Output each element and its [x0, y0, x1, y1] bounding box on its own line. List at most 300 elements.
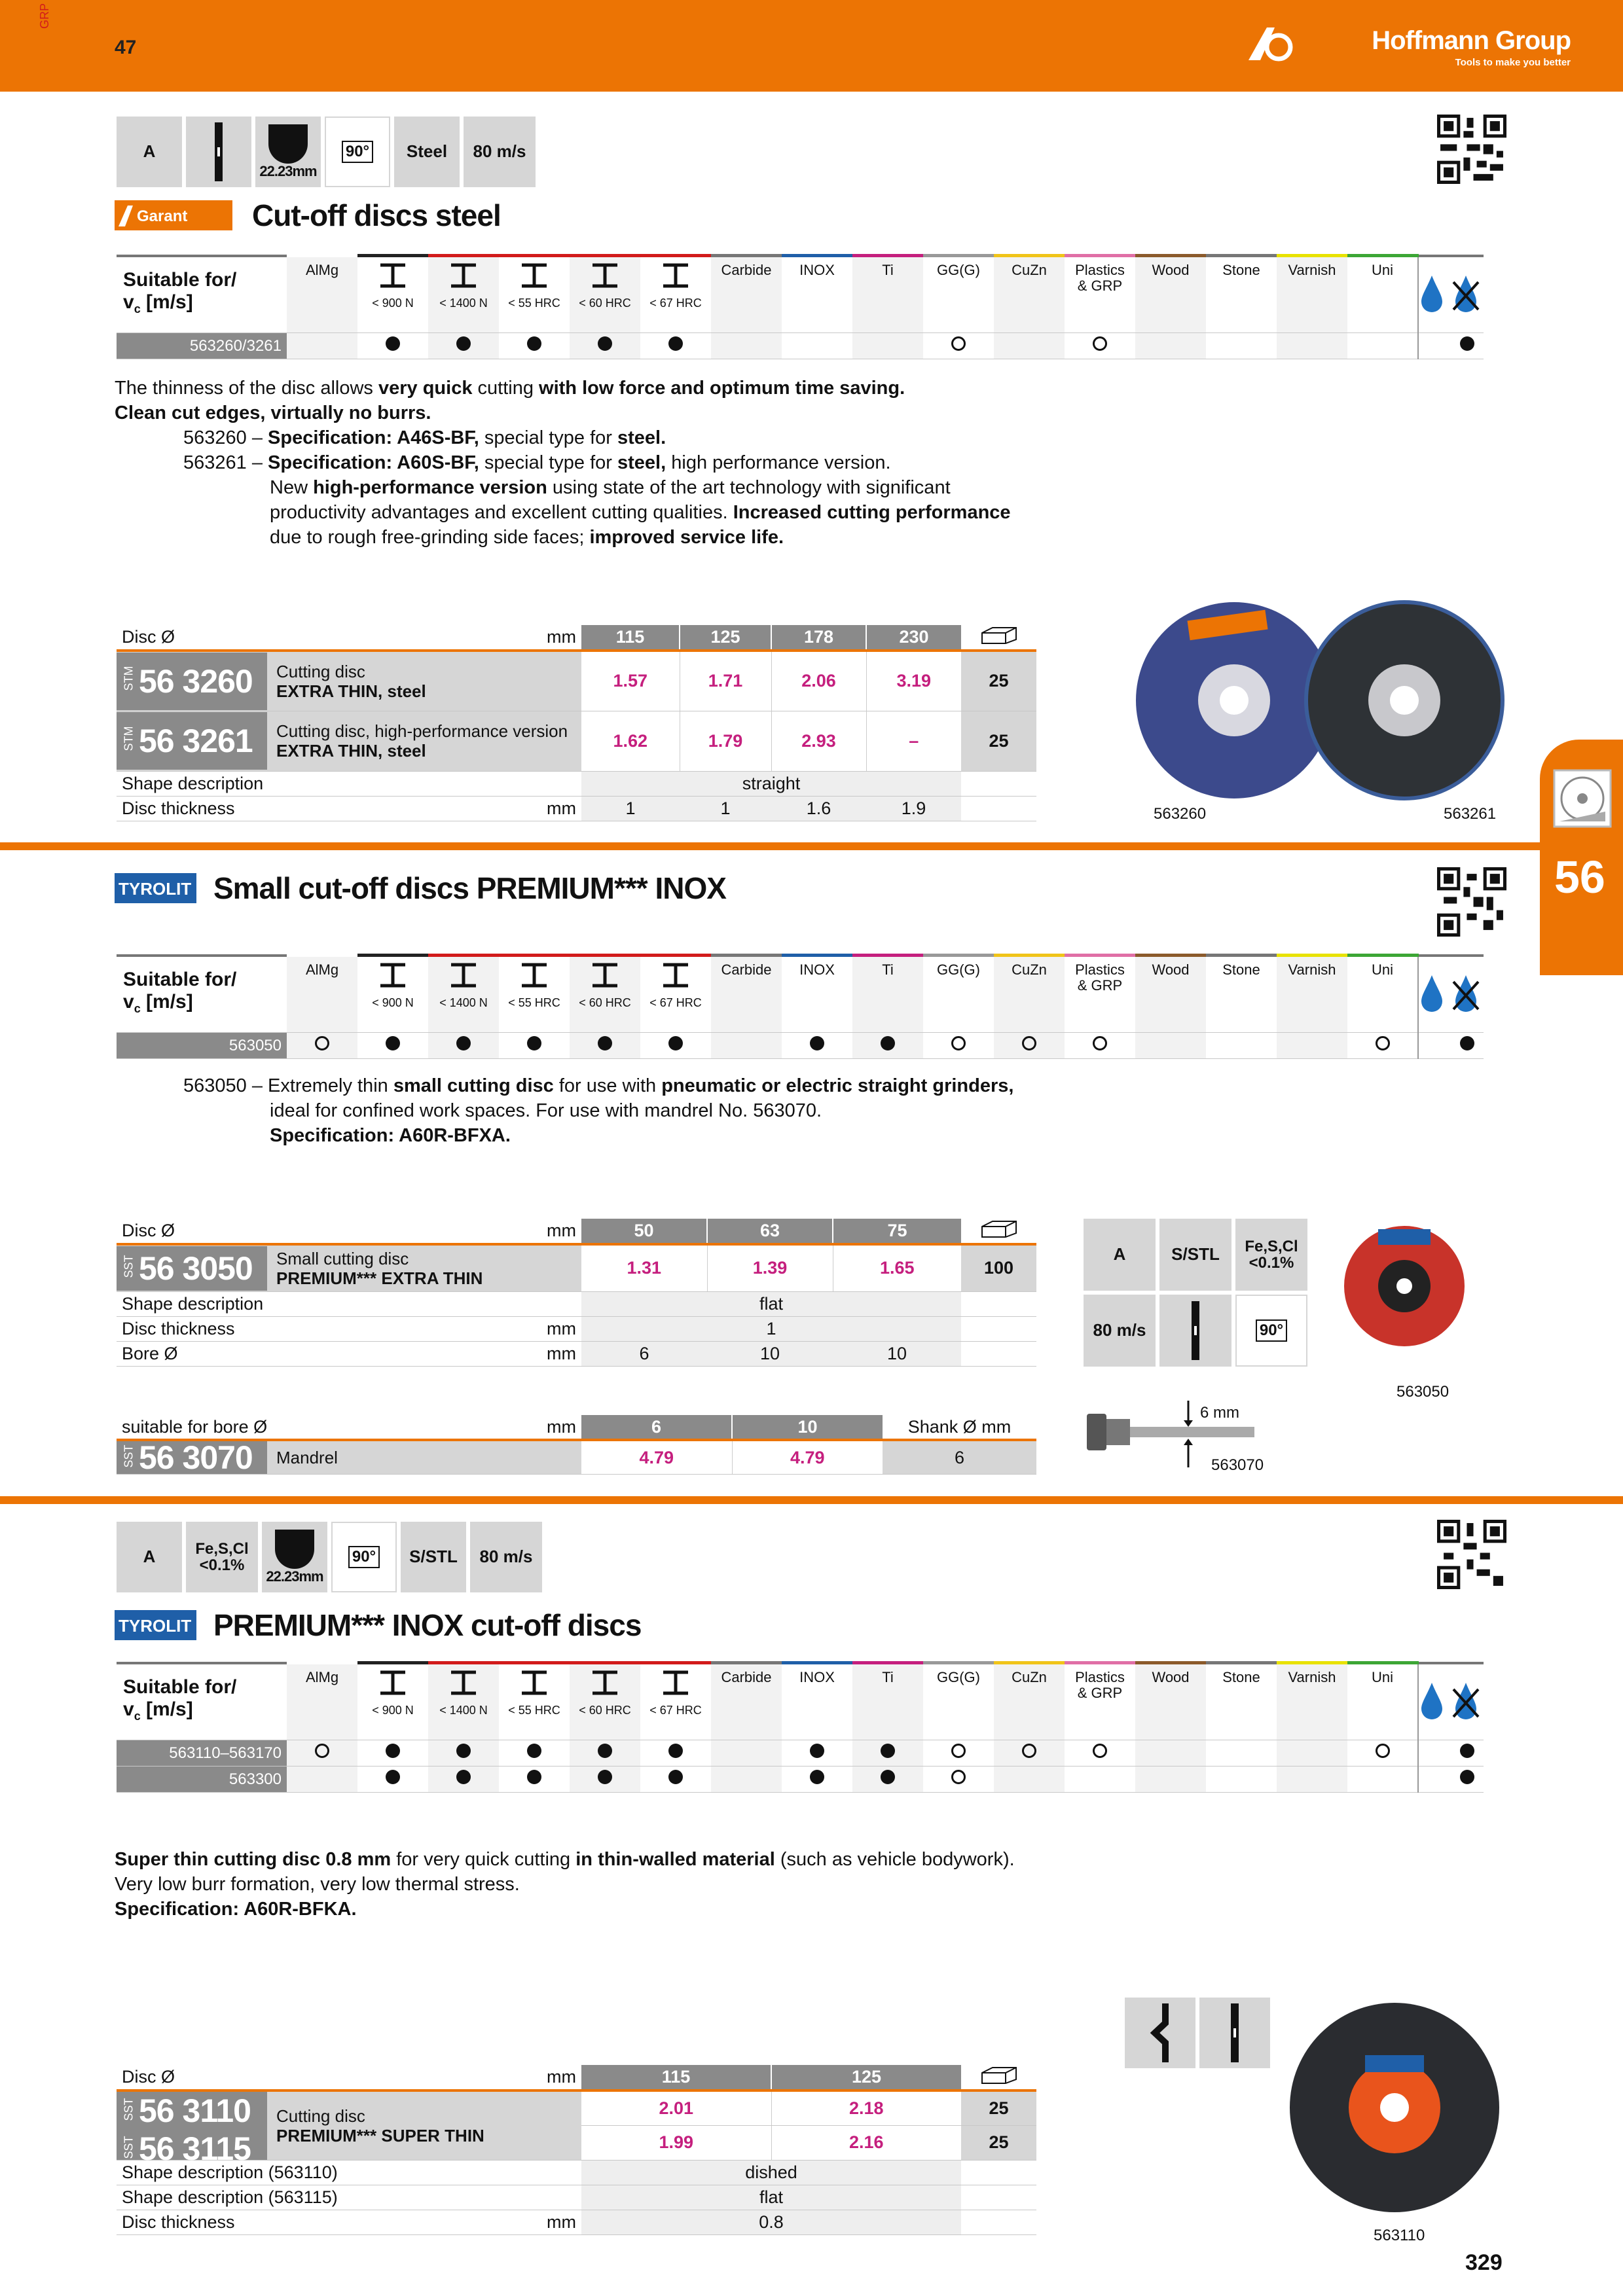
- product-stm: SST: [122, 1444, 136, 1467]
- brand-name: Hoffmann Group: [1372, 26, 1571, 55]
- product-stm: SST: [122, 2135, 136, 2159]
- shape-row: [117, 2185, 1036, 2210]
- material-column: [1347, 956, 1418, 1033]
- chapter-tab[interactable]: [1540, 740, 1623, 975]
- strength-label: < 60 HRC: [579, 996, 631, 1009]
- thickness: 1: [581, 1316, 961, 1341]
- s2-description: [183, 1073, 1013, 1148]
- suitability-cell: [499, 333, 570, 359]
- s3-desc-bold: Super thin cutting disc 0.8 mm: [115, 1849, 392, 1870]
- pack-qty: 25: [961, 2125, 1036, 2160]
- price: 1.57: [581, 651, 680, 711]
- mandrel-bore-label: suitable for bore Ø: [122, 1416, 268, 1437]
- price: 1.62: [581, 711, 680, 771]
- steel-beam-icon: [590, 962, 620, 988]
- s1-logo-text: Garant: [137, 207, 188, 225]
- suitability-cell: [852, 1033, 923, 1059]
- s3-product-image: [1286, 2000, 1503, 2222]
- strength-label: < 900 N: [372, 996, 414, 1009]
- product-stm: SST: [122, 1255, 136, 1278]
- suitable-dot-icon: [527, 1036, 541, 1050]
- s3-disc-row: [117, 2065, 1036, 2090]
- suitability-row-label: 563300: [117, 1767, 287, 1793]
- material-label: Wood: [1152, 961, 1190, 978]
- s2-title-row: [115, 870, 726, 906]
- suitable-dot-icon: [1460, 336, 1474, 351]
- partially-suitable-ring-icon: [1022, 1744, 1036, 1758]
- suitability-row: [117, 333, 1484, 359]
- price: 2.06: [771, 651, 866, 711]
- product-number[interactable]: 56 3261: [139, 723, 253, 759]
- s2-product-table: [117, 1219, 1036, 1367]
- material-column: [499, 256, 570, 333]
- suitable-dot-icon: [527, 336, 541, 351]
- suitable-dot-icon: [386, 1770, 400, 1784]
- thickness: 1: [581, 796, 680, 821]
- steel-beam-icon: [448, 962, 479, 988]
- s3-qr-code-icon[interactable]: [1437, 1520, 1506, 1589]
- material-column: [499, 956, 570, 1033]
- hoffmann-logo-icon: [1247, 25, 1293, 62]
- material-label: Plastics & GRP: [1075, 1669, 1125, 1701]
- suitability-cell: [499, 1767, 570, 1793]
- strength-label: < 67 HRC: [649, 296, 702, 310]
- s3-angle-label: 90°: [348, 1546, 380, 1568]
- suitability-cell: [1206, 1033, 1277, 1059]
- s3-desc-text: (such as vehicle bodywork).: [775, 1849, 1015, 1870]
- suitable-dot-icon: [598, 1036, 612, 1050]
- shape-value: dished: [581, 2161, 961, 2185]
- product-number[interactable]: 56 3110: [139, 2092, 251, 2129]
- steel-beam-icon: [448, 1670, 479, 1696]
- steel-beam-icon: [519, 262, 549, 289]
- material-column: [852, 1663, 923, 1740]
- pack-box-icon: [961, 625, 1036, 651]
- strength-label: < 1400 N: [439, 296, 488, 310]
- s1-icon-row: [117, 117, 536, 187]
- partially-suitable-ring-icon: [1022, 1036, 1036, 1050]
- s1-size: 178: [771, 625, 866, 651]
- s2-icon-fe: Fe,S,Cl <0.1%: [1235, 1219, 1307, 1291]
- s2-desc-bold: small cutting disc: [393, 1075, 554, 1096]
- suitability-cell: [1206, 1740, 1277, 1767]
- material-column: [287, 256, 357, 333]
- suitability-cell: [1206, 1767, 1277, 1793]
- material-column: [640, 1663, 711, 1740]
- material-label: CuZn: [1012, 961, 1047, 978]
- product-desc-bold: PREMIUM*** EXTRA THIN: [276, 1268, 483, 1288]
- s1-title: Cut-off discs steel: [252, 198, 501, 232]
- s1-product-image: [1136, 589, 1516, 812]
- s1-desc-text: The thinness of the disc allows: [115, 378, 378, 399]
- material-column: [711, 956, 782, 1033]
- suitability-cell: [1277, 1033, 1347, 1059]
- suitable-dot-icon: [456, 336, 471, 351]
- suitability-cell: [1135, 1033, 1206, 1059]
- s3-size: 125: [771, 2065, 961, 2090]
- suitability-cell: [499, 1740, 570, 1767]
- suitability-cell: [640, 333, 711, 359]
- suitable-dot-icon: [668, 1744, 683, 1758]
- partially-suitable-ring-icon: [1093, 1036, 1107, 1050]
- product-row[interactable]: [117, 711, 1036, 771]
- material-label: CuZn: [1012, 262, 1047, 278]
- suitability-cell: [570, 1033, 640, 1059]
- suitability-grid: [117, 1661, 1484, 1793]
- strength-label: < 900 N: [372, 296, 414, 310]
- chapter-number: 56: [1554, 852, 1605, 903]
- mm-label: mm: [547, 1343, 576, 1363]
- steel-beam-icon: [519, 962, 549, 988]
- pack-qty: 25: [961, 651, 1036, 711]
- material-label: GG(G): [937, 961, 980, 978]
- suitability-cell: [287, 333, 357, 359]
- suitability-cell: [428, 333, 499, 359]
- material-label: AlMg: [305, 262, 339, 278]
- s1-qr-code-icon[interactable]: [1437, 115, 1506, 184]
- s1-desc-bold: with low force and optimum time saving.: [539, 378, 905, 399]
- price: –: [866, 711, 961, 771]
- suitable-dot-icon: [810, 1770, 824, 1784]
- material-label: INOX: [799, 262, 835, 278]
- steel-beam-icon: [519, 1670, 549, 1696]
- s3-desc-bold: in thin-walled material: [575, 1849, 775, 1870]
- suitable-dot-icon: [527, 1744, 541, 1758]
- s1-material-steel: Steel: [394, 117, 460, 187]
- product-desc-bold: EXTRA THIN, steel: [276, 681, 426, 701]
- material-label: Carbide: [721, 1669, 772, 1685]
- s3-size: 115: [581, 2065, 771, 2090]
- bore: 10: [707, 1341, 833, 1366]
- price: 2.18: [771, 2090, 961, 2125]
- product-number[interactable]: 56 3050: [139, 1249, 253, 1287]
- price: 2.93: [771, 711, 866, 771]
- suitable-dot-icon: [810, 1744, 824, 1758]
- s1-desc-text: cutting: [472, 378, 539, 399]
- suitability-header: [117, 956, 1484, 1033]
- price: 1.71: [680, 651, 771, 711]
- material-label: Wood: [1152, 1669, 1190, 1685]
- material-column: [570, 956, 640, 1033]
- product-row[interactable]: [117, 1244, 1036, 1291]
- strength-label: < 60 HRC: [579, 1704, 631, 1717]
- s2-desc-text: for use with: [553, 1075, 662, 1096]
- suitable-label: Suitable for/: [123, 969, 237, 991]
- material-label: Varnish: [1288, 262, 1336, 278]
- s1-desc-bold: Specification: A60S-BF,: [268, 452, 479, 473]
- material-column: [994, 1663, 1065, 1740]
- suitable-dot-icon: [386, 1744, 400, 1758]
- product-row[interactable]: [117, 1440, 1036, 1475]
- material-column: [1065, 1663, 1135, 1740]
- material-column: [1277, 956, 1347, 1033]
- strength-label: < 60 HRC: [579, 296, 631, 310]
- suitability-cell: [640, 1033, 711, 1059]
- material-column: [287, 1663, 357, 1740]
- s3-description: [115, 1847, 1015, 1922]
- s3-desc-text: Very low burr formation, very low thermal stress.: [115, 1874, 520, 1895]
- material-column: [782, 256, 852, 333]
- wet-cutting-icon: [1418, 1663, 1451, 1740]
- s1-image-label: 563260: [1154, 805, 1207, 823]
- suitability-cell: [1418, 1767, 1451, 1793]
- material-column: [711, 256, 782, 333]
- material-label: Uni: [1371, 961, 1393, 978]
- suitability-cell: [852, 1767, 923, 1793]
- product-number[interactable]: 56 3070: [139, 1439, 253, 1476]
- material-column: [1206, 256, 1277, 333]
- s1-bore-label: 22.23mm: [259, 163, 317, 180]
- suitability-cell: [1065, 1740, 1135, 1767]
- s2-image-label: 563050: [1396, 1383, 1450, 1401]
- material-column: [994, 256, 1065, 333]
- material-label: Stone: [1222, 1669, 1260, 1685]
- suitability-cell: [287, 1767, 357, 1793]
- suitable-dot-icon: [598, 1744, 612, 1758]
- material-column: [852, 956, 923, 1033]
- wet-cutting-icon: [1418, 256, 1451, 333]
- steel-beam-icon: [378, 1670, 408, 1696]
- section-divider: [0, 842, 1623, 850]
- partially-suitable-ring-icon: [315, 1036, 329, 1050]
- suitability-cell: [782, 333, 852, 359]
- s1-image-label: 563261: [1444, 805, 1497, 823]
- product-stm: STM: [122, 726, 136, 751]
- suitability-cell: [923, 1033, 994, 1059]
- partially-suitable-ring-icon: [951, 1770, 966, 1784]
- thickness: 1.9: [866, 796, 961, 821]
- suitability-cell: [1451, 333, 1484, 359]
- dry-cutting-icon: [1451, 256, 1484, 333]
- product-desc: Mandrel: [276, 1447, 338, 1467]
- pack-box-icon: [961, 1219, 1036, 1244]
- bore: 6: [581, 1341, 707, 1366]
- suitability-header: [117, 1663, 1484, 1740]
- material-label: Carbide: [721, 262, 772, 278]
- strength-label: < 67 HRC: [649, 996, 702, 1009]
- material-column: [1135, 956, 1206, 1033]
- suitability-cell: [1065, 333, 1135, 359]
- material-column: [923, 1663, 994, 1740]
- material-column: [1347, 1663, 1418, 1740]
- s1-mm-label: mm: [547, 627, 576, 647]
- shape-label: Shape description: [117, 1291, 581, 1316]
- s2-icon-a: A: [1084, 1219, 1156, 1291]
- product-number[interactable]: 56 3115: [139, 2130, 251, 2167]
- material-column: [570, 1663, 640, 1740]
- suitability-grid: [117, 254, 1484, 359]
- thickness-row: [117, 1316, 1036, 1341]
- price: 2.16: [771, 2125, 961, 2160]
- s2-icon-grid: [1084, 1219, 1307, 1367]
- material-column: [499, 1663, 570, 1740]
- suitable-label: Suitable for/: [123, 269, 237, 291]
- material-label: Varnish: [1288, 1669, 1336, 1685]
- material-column: [1135, 256, 1206, 333]
- s2-desc-text: Extremely thin: [268, 1075, 393, 1096]
- product-number[interactable]: 56 3260: [139, 662, 253, 700]
- s2-desc-bold: pneumatic or electric straight grinders,: [661, 1075, 1014, 1096]
- s3-bore-label: 22.23mm: [266, 1568, 323, 1585]
- thickness-row: [117, 2210, 1036, 2235]
- s1-disc-label: Disc Ø: [122, 627, 175, 647]
- shape-label: Shape description (563110): [117, 2161, 581, 2185]
- s3-desc-bold: Specification: A60R-BFKA.: [115, 1899, 357, 1920]
- suitability-cell: [923, 333, 994, 359]
- suitable-dot-icon: [881, 1036, 895, 1050]
- material-label: Ti: [882, 1669, 894, 1685]
- material-label: Carbide: [721, 961, 772, 978]
- suitability-cell: [287, 1740, 357, 1767]
- header-side-label: GRP: [38, 3, 51, 29]
- suitability-cell: [640, 1740, 711, 1767]
- suitability-cell: [782, 1033, 852, 1059]
- suitability-cell: [994, 1033, 1065, 1059]
- dry-cutting-icon: [1451, 956, 1484, 1033]
- suitability-cell: [1451, 1767, 1484, 1793]
- s1-desc-bold: Specification: A46S-BF,: [268, 427, 479, 448]
- s2-straight-disc-icon: [1159, 1295, 1231, 1367]
- s3-bore-icon: [262, 1522, 327, 1592]
- price: 2.01: [581, 2090, 771, 2125]
- s3-angle-icon: [331, 1522, 397, 1592]
- cutting-disc-icon: [1553, 769, 1612, 828]
- material-label: CuZn: [1012, 1669, 1047, 1685]
- s3-icon-material: S/STL: [401, 1522, 466, 1592]
- suitability-row-label: 563260/3261: [117, 333, 287, 359]
- s1-desc-bold: Increased cutting performance: [733, 502, 1011, 523]
- steel-beam-icon: [661, 262, 691, 289]
- material-label: INOX: [799, 1669, 835, 1685]
- suitability-cell: [1135, 1767, 1206, 1793]
- suitable-dot-icon: [881, 1770, 895, 1784]
- material-column: [923, 956, 994, 1033]
- s2-size: 75: [833, 1219, 961, 1244]
- s3-icon-row: [117, 1522, 542, 1592]
- thickness: 1: [680, 796, 771, 821]
- s2-title: Small cut-off discs PREMIUM*** INOX: [213, 871, 726, 905]
- thickness: 0.8: [581, 2210, 961, 2235]
- s1-desc-spec-number: 563261 –: [183, 452, 263, 473]
- product-desc: Cutting disc: [276, 2106, 365, 2126]
- price: 1.39: [707, 1244, 833, 1291]
- suitability-cell: [357, 1767, 428, 1793]
- shape-value: flat: [581, 1291, 961, 1316]
- s1-size: 115: [581, 625, 680, 651]
- suitability-cell: [782, 1767, 852, 1793]
- suitability-row: [117, 1767, 1484, 1793]
- suitability-cell: [1206, 333, 1277, 359]
- suitable-dot-icon: [598, 1770, 612, 1784]
- s2-desc-bold: Specification: A60R-BFXA.: [270, 1125, 511, 1146]
- bore-row: [117, 1341, 1036, 1366]
- steel-beam-icon: [661, 1670, 691, 1696]
- material-label: Uni: [1371, 1669, 1393, 1685]
- product-row[interactable]: [117, 2090, 1036, 2125]
- s1-title-row: [115, 198, 501, 233]
- suitability-cell: [357, 1033, 428, 1059]
- s3-disc-label: Disc Ø: [122, 2067, 175, 2087]
- product-desc: Cutting disc: [276, 661, 365, 681]
- s1-bore-icon: [255, 117, 321, 187]
- product-desc-bold: EXTRA THIN, steel: [276, 741, 426, 761]
- s3-shape-icons: [1125, 1998, 1270, 2068]
- steel-beam-icon: [378, 262, 408, 289]
- s3-logo-text: TYROLIT: [119, 1616, 192, 1636]
- price: 1.65: [833, 1244, 961, 1291]
- s1-desc-text: high performance version.: [666, 452, 891, 473]
- partially-suitable-ring-icon: [1093, 1744, 1107, 1758]
- shape-value: flat: [581, 2185, 961, 2210]
- suitability-cell: [428, 1033, 499, 1059]
- suitability-cell: [711, 1033, 782, 1059]
- suitable-dot-icon: [456, 1770, 471, 1784]
- suitable-dot-icon: [668, 1036, 683, 1050]
- suitability-cell: [1451, 1740, 1484, 1767]
- material-column: [1347, 256, 1418, 333]
- suitability-row-label: 563050: [117, 1033, 287, 1059]
- s2-qr-code-icon[interactable]: [1437, 867, 1506, 937]
- s1-desc-bold: high-performance version: [313, 477, 547, 498]
- material-column: [357, 956, 428, 1033]
- product-stm: SST: [122, 2097, 136, 2121]
- shape-label: Shape description (563115): [117, 2185, 581, 2210]
- s2-angle-label: 90°: [1256, 1319, 1287, 1341]
- s1-desc-bold: very quick: [378, 378, 473, 399]
- vc-label: $v_c$ [m/s]: [123, 991, 193, 1016]
- dished-disc-icon: [1125, 1998, 1195, 2068]
- material-column: [1206, 956, 1277, 1033]
- partially-suitable-ring-icon: [951, 336, 966, 351]
- product-row[interactable]: [117, 651, 1036, 711]
- s2-desc-text: ideal for confined work spaces. For use with mandrel No. 563070.: [270, 1100, 822, 1121]
- material-column: [1065, 256, 1135, 333]
- mm-label: mm: [547, 2212, 576, 2232]
- material-column: [287, 956, 357, 1033]
- pack-qty: 25: [961, 711, 1036, 771]
- suitability-cell: [923, 1767, 994, 1793]
- suitability-header: [117, 256, 1484, 333]
- s3-title: PREMIUM*** INOX cut-off discs: [213, 1608, 642, 1642]
- s3-suitability-table: [117, 1661, 1484, 1793]
- suitable-label: Suitable for/: [123, 1676, 237, 1698]
- suitability-cell: [1277, 1767, 1347, 1793]
- price: 4.79: [732, 1440, 883, 1475]
- s1-desc-spec-number: 563260 –: [183, 427, 263, 448]
- suitability-cell: [711, 1767, 782, 1793]
- suitability-row: [117, 1033, 1484, 1059]
- strength-label: < 1400 N: [439, 1704, 488, 1717]
- thickness-label: Disc thickness: [122, 2212, 235, 2232]
- material-column: [782, 1663, 852, 1740]
- bore: 10: [833, 1341, 961, 1366]
- pack-qty: 25: [961, 2090, 1036, 2125]
- s1-desc-text: special type for: [479, 452, 618, 473]
- suitable-dot-icon: [386, 1036, 400, 1050]
- material-label: Uni: [1371, 262, 1393, 278]
- straight-disc-icon: [1199, 1998, 1270, 2068]
- s2-suitability-table: [117, 954, 1484, 1059]
- s3-speed: 80 m/s: [470, 1522, 542, 1592]
- suitable-dot-icon: [386, 336, 400, 351]
- material-column: [357, 256, 428, 333]
- material-column: [1206, 1663, 1277, 1740]
- mandrel-size: 10: [732, 1415, 883, 1440]
- suitability-cell: [1347, 1033, 1418, 1059]
- suitable-dot-icon: [1460, 1770, 1474, 1784]
- pack-qty: 100: [961, 1244, 1036, 1291]
- s3-mm-label: mm: [547, 2067, 576, 2087]
